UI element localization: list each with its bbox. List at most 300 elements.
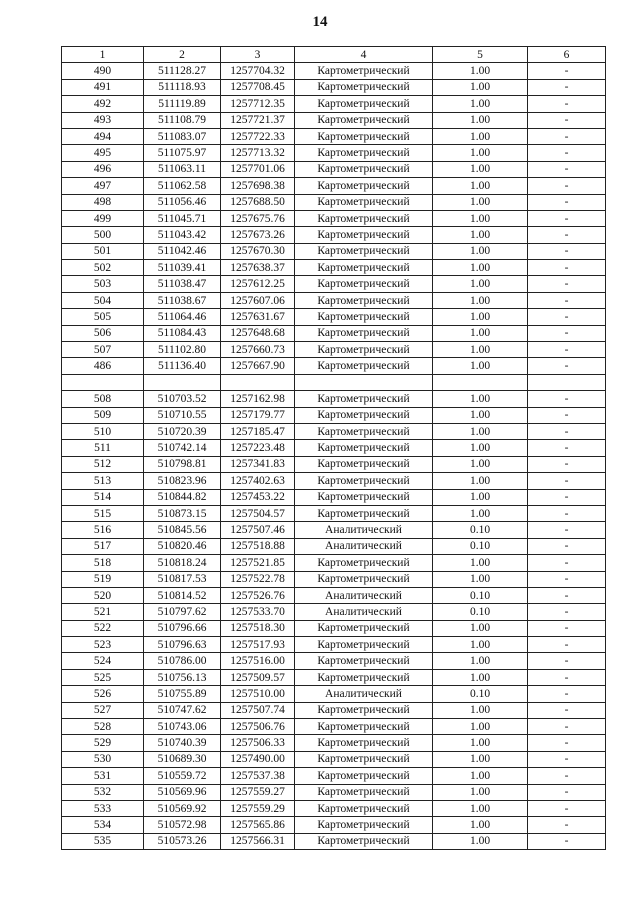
- accuracy-cell: 1.00: [433, 325, 528, 341]
- accuracy-cell: 1.00: [433, 178, 528, 194]
- point-number-cell: 524: [62, 653, 144, 669]
- method-cell: Картометрический: [295, 817, 433, 833]
- accuracy-cell: [433, 374, 528, 390]
- note-cell: -: [528, 407, 606, 423]
- x-coordinate-cell: 510720.39: [144, 423, 221, 439]
- x-coordinate-cell: 511136.40: [144, 358, 221, 374]
- accuracy-cell: 0.10: [433, 522, 528, 538]
- accuracy-cell: 1.00: [433, 637, 528, 653]
- note-cell: -: [528, 735, 606, 751]
- point-number-cell: 518: [62, 555, 144, 571]
- method-cell: Картометрический: [295, 620, 433, 636]
- note-cell: -: [528, 669, 606, 685]
- x-coordinate-cell: 510573.26: [144, 833, 221, 849]
- method-cell: Картометрический: [295, 243, 433, 259]
- method-cell: Картометрический: [295, 325, 433, 341]
- note-cell: -: [528, 620, 606, 636]
- method-cell: Картометрический: [295, 112, 433, 128]
- method-cell: Картометрический: [295, 751, 433, 767]
- table-row: [62, 817, 606, 833]
- table-row: [62, 473, 606, 489]
- note-cell: -: [528, 522, 606, 538]
- note-cell: -: [528, 128, 606, 144]
- column-header: 5: [433, 47, 528, 63]
- x-coordinate-cell: 510844.82: [144, 489, 221, 505]
- point-number-cell: 514: [62, 489, 144, 505]
- y-coordinate-cell: 1257565.86: [221, 817, 295, 833]
- x-coordinate-cell: [144, 374, 221, 390]
- note-cell: -: [528, 391, 606, 407]
- method-cell: Картометрический: [295, 79, 433, 95]
- table-row: [62, 784, 606, 800]
- y-coordinate-cell: 1257721.37: [221, 112, 295, 128]
- accuracy-cell: 1.00: [433, 669, 528, 685]
- accuracy-cell: 1.00: [433, 96, 528, 112]
- x-coordinate-cell: 510740.39: [144, 735, 221, 751]
- x-coordinate-cell: 510756.13: [144, 669, 221, 685]
- method-cell: Аналитический: [295, 604, 433, 620]
- point-number-cell: 532: [62, 784, 144, 800]
- note-cell: -: [528, 489, 606, 505]
- x-coordinate-cell: 511039.41: [144, 260, 221, 276]
- method-cell: Картометрический: [295, 161, 433, 177]
- y-coordinate-cell: 1257660.73: [221, 342, 295, 358]
- accuracy-cell: 1.00: [433, 456, 528, 472]
- x-coordinate-cell: 510710.55: [144, 407, 221, 423]
- table-row: [62, 735, 606, 751]
- x-coordinate-cell: 510743.06: [144, 719, 221, 735]
- accuracy-cell: 1.00: [433, 800, 528, 816]
- accuracy-cell: 0.10: [433, 686, 528, 702]
- table-row: [62, 620, 606, 636]
- point-number-cell: 496: [62, 161, 144, 177]
- method-cell: Картометрический: [295, 571, 433, 587]
- method-cell: Картометрический: [295, 555, 433, 571]
- y-coordinate-cell: 1257510.00: [221, 686, 295, 702]
- table-row: [62, 161, 606, 177]
- method-cell: Картометрический: [295, 423, 433, 439]
- x-coordinate-cell: 510569.92: [144, 800, 221, 816]
- accuracy-cell: 1.00: [433, 505, 528, 521]
- y-coordinate-cell: 1257712.35: [221, 96, 295, 112]
- method-cell: Картометрический: [295, 456, 433, 472]
- x-coordinate-cell: 510797.62: [144, 604, 221, 620]
- note-cell: -: [528, 571, 606, 587]
- column-header: 3: [221, 47, 295, 63]
- x-coordinate-cell: 511108.79: [144, 112, 221, 128]
- method-cell: Картометрический: [295, 292, 433, 308]
- note-cell: -: [528, 800, 606, 816]
- table-row: [62, 391, 606, 407]
- point-number-cell: 513: [62, 473, 144, 489]
- table-row: [62, 522, 606, 538]
- y-coordinate-cell: 1257223.48: [221, 440, 295, 456]
- accuracy-cell: 1.00: [433, 112, 528, 128]
- y-coordinate-cell: 1257670.30: [221, 243, 295, 259]
- table-row: [62, 637, 606, 653]
- y-coordinate-cell: 1257701.06: [221, 161, 295, 177]
- note-cell: -: [528, 79, 606, 95]
- accuracy-cell: 1.00: [433, 260, 528, 276]
- table-row: [62, 227, 606, 243]
- accuracy-cell: 1.00: [433, 145, 528, 161]
- table-row: [62, 686, 606, 702]
- y-coordinate-cell: 1257453.22: [221, 489, 295, 505]
- accuracy-cell: 1.00: [433, 292, 528, 308]
- x-coordinate-cell: 511038.47: [144, 276, 221, 292]
- y-coordinate-cell: 1257507.46: [221, 522, 295, 538]
- x-coordinate-cell: 510817.53: [144, 571, 221, 587]
- x-coordinate-cell: 510569.96: [144, 784, 221, 800]
- accuracy-cell: 1.00: [433, 620, 528, 636]
- y-coordinate-cell: 1257722.33: [221, 128, 295, 144]
- method-cell: Картометрический: [295, 473, 433, 489]
- note-cell: -: [528, 587, 606, 603]
- y-coordinate-cell: 1257607.06: [221, 292, 295, 308]
- y-coordinate-cell: 1257518.30: [221, 620, 295, 636]
- x-coordinate-cell: 511045.71: [144, 210, 221, 226]
- point-number-cell: 512: [62, 456, 144, 472]
- accuracy-cell: 1.00: [433, 751, 528, 767]
- point-number-cell: 531: [62, 768, 144, 784]
- column-header: 1: [62, 47, 144, 63]
- point-number-cell: 494: [62, 128, 144, 144]
- point-number-cell: 534: [62, 817, 144, 833]
- y-coordinate-cell: 1257713.32: [221, 145, 295, 161]
- y-coordinate-cell: 1257517.93: [221, 637, 295, 653]
- y-coordinate-cell: 1257631.67: [221, 309, 295, 325]
- accuracy-cell: 0.10: [433, 538, 528, 554]
- note-cell: -: [528, 768, 606, 784]
- table-row: [62, 423, 606, 439]
- accuracy-cell: 1.00: [433, 79, 528, 95]
- method-cell: Картометрический: [295, 719, 433, 735]
- point-number-cell: 529: [62, 735, 144, 751]
- accuracy-cell: 1.00: [433, 768, 528, 784]
- note-cell: -: [528, 719, 606, 735]
- table-row: [62, 702, 606, 718]
- method-cell: Картометрический: [295, 96, 433, 112]
- y-coordinate-cell: 1257507.74: [221, 702, 295, 718]
- note-cell: -: [528, 538, 606, 554]
- accuracy-cell: 1.00: [433, 309, 528, 325]
- point-number-cell: 492: [62, 96, 144, 112]
- note-cell: -: [528, 817, 606, 833]
- accuracy-cell: 1.00: [433, 440, 528, 456]
- point-number-cell: 510: [62, 423, 144, 439]
- note-cell: -: [528, 210, 606, 226]
- x-coordinate-cell: 511064.46: [144, 309, 221, 325]
- method-cell: [295, 374, 433, 390]
- accuracy-cell: 1.00: [433, 210, 528, 226]
- point-number-cell: 504: [62, 292, 144, 308]
- y-coordinate-cell: 1257341.83: [221, 456, 295, 472]
- method-cell: Картометрический: [295, 653, 433, 669]
- note-cell: -: [528, 96, 606, 112]
- method-cell: Картометрический: [295, 800, 433, 816]
- y-coordinate-cell: 1257506.33: [221, 735, 295, 751]
- method-cell: Картометрический: [295, 342, 433, 358]
- point-number-cell: 522: [62, 620, 144, 636]
- x-coordinate-cell: 510820.46: [144, 538, 221, 554]
- point-number-cell: 498: [62, 194, 144, 210]
- accuracy-cell: 1.00: [433, 833, 528, 849]
- x-coordinate-cell: 511062.58: [144, 178, 221, 194]
- accuracy-cell: 1.00: [433, 161, 528, 177]
- note-cell: [528, 374, 606, 390]
- point-number-cell: 499: [62, 210, 144, 226]
- note-cell: -: [528, 342, 606, 358]
- point-number-cell: 511: [62, 440, 144, 456]
- note-cell: -: [528, 686, 606, 702]
- accuracy-cell: 1.00: [433, 358, 528, 374]
- accuracy-cell: 1.00: [433, 784, 528, 800]
- note-cell: -: [528, 194, 606, 210]
- method-cell: Картометрический: [295, 784, 433, 800]
- method-cell: Картометрический: [295, 227, 433, 243]
- x-coordinate-cell: 511102.80: [144, 342, 221, 358]
- x-coordinate-cell: 510845.56: [144, 522, 221, 538]
- x-coordinate-cell: 511075.97: [144, 145, 221, 161]
- x-coordinate-cell: 510786.00: [144, 653, 221, 669]
- y-coordinate-cell: 1257516.00: [221, 653, 295, 669]
- y-coordinate-cell: 1257185.47: [221, 423, 295, 439]
- method-cell: Картометрический: [295, 489, 433, 505]
- note-cell: -: [528, 637, 606, 653]
- point-number-cell: 490: [62, 63, 144, 79]
- point-number-cell: 519: [62, 571, 144, 587]
- method-cell: Аналитический: [295, 587, 433, 603]
- method-cell: Картометрический: [295, 309, 433, 325]
- x-coordinate-cell: 510796.66: [144, 620, 221, 636]
- method-cell: Картометрический: [295, 63, 433, 79]
- table-row: [62, 342, 606, 358]
- table-row: [62, 96, 606, 112]
- table-row: [62, 604, 606, 620]
- method-cell: Картометрический: [295, 440, 433, 456]
- page-number: 14: [312, 14, 328, 30]
- note-cell: -: [528, 784, 606, 800]
- point-number-cell: 506: [62, 325, 144, 341]
- y-coordinate-cell: 1257667.90: [221, 358, 295, 374]
- x-coordinate-cell: 511118.93: [144, 79, 221, 95]
- note-cell: -: [528, 702, 606, 718]
- table-row: [62, 505, 606, 521]
- accuracy-cell: 1.00: [433, 342, 528, 358]
- table-row: [62, 374, 606, 390]
- y-coordinate-cell: 1257638.37: [221, 260, 295, 276]
- point-number-cell: 526: [62, 686, 144, 702]
- table-row: [62, 112, 606, 128]
- accuracy-cell: 1.00: [433, 653, 528, 669]
- table-row: [62, 407, 606, 423]
- accuracy-cell: 1.00: [433, 194, 528, 210]
- table-row: [62, 276, 606, 292]
- method-cell: Картометрический: [295, 210, 433, 226]
- accuracy-cell: 1.00: [433, 473, 528, 489]
- point-number-cell: 507: [62, 342, 144, 358]
- point-number-cell: 491: [62, 79, 144, 95]
- accuracy-cell: 1.00: [433, 719, 528, 735]
- y-coordinate-cell: 1257518.88: [221, 538, 295, 554]
- x-coordinate-cell: 510742.14: [144, 440, 221, 456]
- y-coordinate-cell: 1257559.27: [221, 784, 295, 800]
- table-header-row: [62, 47, 606, 63]
- point-number-cell: 528: [62, 719, 144, 735]
- point-number-cell: 516: [62, 522, 144, 538]
- y-coordinate-cell: 1257612.25: [221, 276, 295, 292]
- method-cell: Аналитический: [295, 686, 433, 702]
- method-cell: Картометрический: [295, 669, 433, 685]
- y-coordinate-cell: 1257688.50: [221, 194, 295, 210]
- accuracy-cell: 1.00: [433, 63, 528, 79]
- note-cell: -: [528, 423, 606, 439]
- note-cell: -: [528, 833, 606, 849]
- x-coordinate-cell: 510559.72: [144, 768, 221, 784]
- y-coordinate-cell: 1257698.38: [221, 178, 295, 194]
- method-cell: Картометрический: [295, 833, 433, 849]
- table-row: [62, 456, 606, 472]
- table-row: [62, 751, 606, 767]
- note-cell: -: [528, 751, 606, 767]
- x-coordinate-cell: 511128.27: [144, 63, 221, 79]
- table-row: [62, 292, 606, 308]
- x-coordinate-cell: 510798.81: [144, 456, 221, 472]
- accuracy-cell: 1.00: [433, 489, 528, 505]
- note-cell: -: [528, 112, 606, 128]
- y-coordinate-cell: 1257648.68: [221, 325, 295, 341]
- point-number-cell: 535: [62, 833, 144, 849]
- point-number-cell: 533: [62, 800, 144, 816]
- note-cell: -: [528, 243, 606, 259]
- note-cell: -: [528, 456, 606, 472]
- table-row: [62, 243, 606, 259]
- table-row: [62, 587, 606, 603]
- y-coordinate-cell: 1257162.98: [221, 391, 295, 407]
- point-number-cell: 500: [62, 227, 144, 243]
- x-coordinate-cell: 510814.52: [144, 587, 221, 603]
- point-number-cell: 509: [62, 407, 144, 423]
- method-cell: Картометрический: [295, 407, 433, 423]
- method-cell: Картометрический: [295, 505, 433, 521]
- table-row: [62, 833, 606, 849]
- point-number-cell: 493: [62, 112, 144, 128]
- table-row: [62, 63, 606, 79]
- method-cell: Аналитический: [295, 522, 433, 538]
- point-number-cell: 497: [62, 178, 144, 194]
- table-row: [62, 669, 606, 685]
- note-cell: -: [528, 358, 606, 374]
- method-cell: Картометрический: [295, 768, 433, 784]
- accuracy-cell: 0.10: [433, 587, 528, 603]
- note-cell: -: [528, 161, 606, 177]
- accuracy-cell: 1.00: [433, 407, 528, 423]
- table-row: [62, 194, 606, 210]
- accuracy-cell: 1.00: [433, 571, 528, 587]
- x-coordinate-cell: 510747.62: [144, 702, 221, 718]
- method-cell: Картометрический: [295, 702, 433, 718]
- y-coordinate-cell: 1257179.77: [221, 407, 295, 423]
- method-cell: Картометрический: [295, 358, 433, 374]
- table-row: [62, 145, 606, 161]
- table-row: [62, 128, 606, 144]
- x-coordinate-cell: 510873.15: [144, 505, 221, 521]
- column-header: 6: [528, 47, 606, 63]
- x-coordinate-cell: 510689.30: [144, 751, 221, 767]
- y-coordinate-cell: 1257504.57: [221, 505, 295, 521]
- y-coordinate-cell: 1257537.38: [221, 768, 295, 784]
- accuracy-cell: 1.00: [433, 555, 528, 571]
- method-cell: Картометрический: [295, 128, 433, 144]
- note-cell: -: [528, 604, 606, 620]
- note-cell: -: [528, 473, 606, 489]
- method-cell: Картометрический: [295, 391, 433, 407]
- note-cell: -: [528, 309, 606, 325]
- note-cell: -: [528, 63, 606, 79]
- table-row: [62, 79, 606, 95]
- point-number-cell: [62, 374, 144, 390]
- point-number-cell: 520: [62, 587, 144, 603]
- table-row: [62, 538, 606, 554]
- note-cell: -: [528, 178, 606, 194]
- accuracy-cell: 0.10: [433, 604, 528, 620]
- table-row: [62, 768, 606, 784]
- accuracy-cell: 1.00: [433, 817, 528, 833]
- y-coordinate-cell: 1257708.45: [221, 79, 295, 95]
- point-number-cell: 523: [62, 637, 144, 653]
- table-row: [62, 555, 606, 571]
- table-row: [62, 800, 606, 816]
- table-row: [62, 309, 606, 325]
- table-row: [62, 358, 606, 374]
- x-coordinate-cell: 511043.42: [144, 227, 221, 243]
- accuracy-cell: 1.00: [433, 735, 528, 751]
- y-coordinate-cell: 1257559.29: [221, 800, 295, 816]
- x-coordinate-cell: 511083.07: [144, 128, 221, 144]
- note-cell: -: [528, 145, 606, 161]
- note-cell: -: [528, 260, 606, 276]
- point-number-cell: 502: [62, 260, 144, 276]
- point-number-cell: 503: [62, 276, 144, 292]
- x-coordinate-cell: 510818.24: [144, 555, 221, 571]
- point-number-cell: 517: [62, 538, 144, 554]
- y-coordinate-cell: 1257566.31: [221, 833, 295, 849]
- x-coordinate-cell: 510703.52: [144, 391, 221, 407]
- note-cell: -: [528, 440, 606, 456]
- accuracy-cell: 1.00: [433, 702, 528, 718]
- point-number-cell: 505: [62, 309, 144, 325]
- note-cell: -: [528, 227, 606, 243]
- table-row: [62, 325, 606, 341]
- accuracy-cell: 1.00: [433, 128, 528, 144]
- y-coordinate-cell: 1257509.57: [221, 669, 295, 685]
- method-cell: Картометрический: [295, 145, 433, 161]
- y-coordinate-cell: 1257506.76: [221, 719, 295, 735]
- y-coordinate-cell: 1257521.85: [221, 555, 295, 571]
- column-header: 2: [144, 47, 221, 63]
- note-cell: -: [528, 653, 606, 669]
- x-coordinate-cell: 511084.43: [144, 325, 221, 341]
- y-coordinate-cell: 1257704.32: [221, 63, 295, 79]
- note-cell: -: [528, 555, 606, 571]
- table-row: [62, 719, 606, 735]
- y-coordinate-cell: [221, 374, 295, 390]
- table-row: [62, 489, 606, 505]
- y-coordinate-cell: 1257490.00: [221, 751, 295, 767]
- point-number-cell: 495: [62, 145, 144, 161]
- method-cell: Картометрический: [295, 276, 433, 292]
- table-row: [62, 571, 606, 587]
